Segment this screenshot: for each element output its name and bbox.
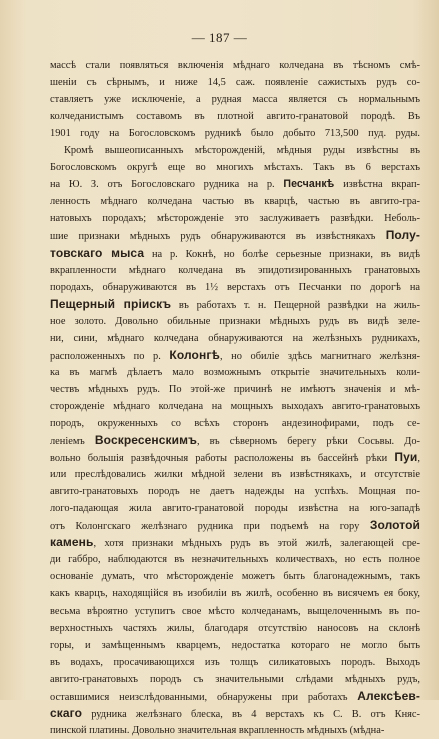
place-name: Пещерный пріискъ bbox=[50, 296, 172, 311]
text-segment: основаніе думать, что мѣсторожденіе можетъ быть благонадежнымъ, такъ bbox=[50, 571, 420, 583]
text-segment: въ работахъ т. н. Пещерной развѣдки на жиль- bbox=[171, 299, 420, 311]
text-segment: рудника желѣзнаго блеска, въ 4 верстахъ къ С. В. отъ Княс- bbox=[82, 708, 420, 720]
text-line bbox=[50, 142, 420, 159]
text-segment: лого-падающая жила авгито-гранатовой породы извѣстна на юго-западѣ bbox=[50, 503, 420, 515]
text-line bbox=[50, 347, 420, 364]
place-name: камень bbox=[50, 535, 94, 550]
text-line bbox=[50, 398, 420, 415]
text-line bbox=[50, 551, 420, 568]
text-segment: въ водахъ, просачивающихся изъ толщъ силикатовыхъ породъ. Выходъ bbox=[50, 656, 420, 668]
text-line bbox=[50, 688, 420, 705]
text-line bbox=[50, 296, 420, 313]
text-line bbox=[50, 74, 420, 91]
text-segment: оставшимися неизслѣдованными, обнаружены при работахъ bbox=[50, 691, 358, 703]
text-line bbox=[50, 620, 420, 637]
text-line bbox=[50, 279, 420, 296]
text-segment: , bbox=[417, 453, 420, 465]
text-segment: горы, и замѣщеннымъ кварцемъ, недостатка котораго не могло быть bbox=[50, 639, 420, 651]
text-segment: породахъ, обнаруживаются въ 1½ верстахъ отъ Песчанки по дорогѣ на bbox=[50, 281, 420, 293]
text-line bbox=[50, 671, 420, 688]
place-name: Золотой bbox=[369, 518, 420, 533]
text-line bbox=[50, 125, 420, 142]
text-segment: на Ю. З. отъ Богословскаго рудника на р. bbox=[50, 179, 284, 191]
text-line bbox=[50, 500, 420, 517]
text-line bbox=[50, 313, 420, 330]
text-line bbox=[50, 603, 420, 620]
place-name: товскаго мыса bbox=[50, 245, 145, 260]
text-segment: ка въ магмѣ дѣлаетъ мало возможнымъ открытіе значительныхъ коли- bbox=[50, 366, 420, 378]
place-name: Песчанкѣ bbox=[283, 178, 335, 191]
text-segment: чествъ мѣдныхъ рудъ. По этой-же причинѣ не имѣютъ значенія и мѣ- bbox=[50, 383, 420, 395]
text-segment: расположенныхъ по р. bbox=[50, 350, 170, 362]
text-line bbox=[50, 227, 420, 244]
place-name: Полу- bbox=[385, 228, 420, 243]
place-name: Воскресенскимъ bbox=[94, 433, 197, 448]
text-line bbox=[50, 108, 420, 125]
text-line bbox=[50, 364, 420, 381]
text-segment: , хотя признаки мѣдныхъ рудъ въ этой жилѣ, залегающей сре- bbox=[93, 538, 420, 550]
text-segment: авгито-гранатовыхъ породъ не даетъ надежды на успѣхъ. Мощная по- bbox=[50, 486, 420, 498]
text-segment: пинской платины. Довольно значительная вкрапленность мѣдныхъ (мѣдна- bbox=[50, 724, 385, 736]
place-name: Пуи bbox=[394, 450, 418, 465]
text-segment: вкрапленности мѣднаго колчедана въ эпидотизированныхъ гранатовыхъ bbox=[50, 264, 420, 276]
text-line bbox=[50, 483, 420, 500]
text-line bbox=[50, 654, 420, 671]
text-segment: , въ сѣверномъ берегу рѣки Сосьвы. До- bbox=[196, 436, 420, 448]
text-line bbox=[50, 705, 420, 722]
page-number: — 187 — bbox=[191, 30, 248, 45]
text-line bbox=[50, 330, 420, 347]
text-line bbox=[50, 381, 420, 398]
place-name: скаго bbox=[50, 705, 83, 720]
text-segment: ленность мѣднаго колчедана частью въ кварцѣ, частью въ авгито-гра- bbox=[50, 196, 420, 208]
text-line bbox=[50, 415, 420, 432]
text-segment: весьма вѣроятно уступитъ свое мѣсто колчеданамъ, выщелоченнымъ въ по- bbox=[50, 605, 420, 617]
place-name: Алексѣев- bbox=[357, 688, 420, 703]
text-segment: извѣстна вкрап- bbox=[334, 179, 420, 191]
text-segment: ди габбро, наблюдаются въ незначительныхъ количествахъ, но есть полное bbox=[50, 554, 420, 566]
text-segment: , но обиліе здѣсь магнитнаго желѣзня- bbox=[219, 350, 420, 362]
text-segment: породъ, окруженныхъ со всѣхъ сторонъ андезинофирами, подъ се- bbox=[50, 417, 420, 429]
text-line bbox=[50, 193, 420, 210]
text-line bbox=[50, 449, 420, 466]
text-segment: Богословскомъ округѣ еще во многихъ мѣстахъ. Такъ въ 6 верстахъ bbox=[50, 162, 420, 174]
text-segment: шие признаки мѣдныхъ рудъ обнаруживаются въ извѣстнякахъ bbox=[50, 231, 386, 243]
text-line bbox=[50, 722, 420, 739]
text-segment: сторожденіе мѣднаго колчедана на мощныхъ выходахъ авгито-гранатовыхъ bbox=[50, 400, 420, 412]
text-line bbox=[50, 517, 420, 534]
text-segment: леніемъ bbox=[50, 436, 95, 448]
text-line bbox=[50, 159, 420, 176]
text-segment: массѣ стали появляться включенія мѣднаго колчедана въ тѣсномъ смѣ- bbox=[50, 60, 420, 71]
text-line bbox=[50, 637, 420, 654]
text-line bbox=[50, 91, 420, 108]
text-line bbox=[50, 585, 420, 602]
text-segment: 1901 году на Богословскомъ рудникѣ было добыто 713,500 пуд. руды. bbox=[50, 128, 420, 140]
text-segment: какъ кварцъ, находящійся въ изобиліи въ жилѣ, особенно въ висячемъ ея боку, bbox=[50, 588, 420, 600]
text-segment: авгито-гранатовыхъ породъ съ значительными слѣдами мѣдныхъ рудъ, bbox=[50, 673, 420, 685]
text-line bbox=[50, 432, 420, 449]
text-segment: шеніи съ сѣрнымъ, и ниже 14,5 саж. появленіе сажистыхъ рудъ со- bbox=[50, 77, 420, 89]
place-name: Колонгѣ bbox=[169, 347, 220, 362]
text-segment: ное золото. Довольно обильные признаки мѣдныхъ рудъ въ видѣ зеле- bbox=[50, 315, 420, 327]
text-segment: ставляетъ уже исключеніе, а рудная масса является съ нормальнымъ bbox=[50, 94, 420, 106]
text-segment: ни, сини, мѣднаго колчедана обнаруживаются на желѣзныхъ рудникахъ, bbox=[50, 332, 420, 344]
text-segment: натовыхъ породахъ; мѣсторожденіе это заслуживаетъ развѣдки. Неболь- bbox=[50, 213, 420, 225]
text-line bbox=[50, 245, 420, 262]
text-line bbox=[50, 210, 420, 227]
text-line bbox=[50, 466, 420, 483]
text-segment: колчеданистымъ составомъ въ плотной авгито-гранатовой породѣ. Въ bbox=[50, 111, 420, 123]
text-line bbox=[50, 176, 420, 193]
text-line bbox=[50, 262, 420, 279]
text-segment: или преслѣдовались жилки мѣдной зелени въ извѣстнякахъ, и отсутствіе bbox=[50, 469, 420, 481]
text-line bbox=[50, 57, 420, 74]
text-segment: на р. Кокнѣ, но болѣе серьезные признаки, въ видѣ bbox=[144, 248, 420, 260]
text-segment: Кромѣ вышеописанныхъ мѣсторожденій, мѣдныя руды извѣстны въ bbox=[64, 145, 420, 157]
text-segment: верхностныхъ частяхъ жилы, благодаря отсутствію наносовъ на склонѣ bbox=[50, 622, 420, 634]
text-line bbox=[50, 568, 420, 585]
text-segment: отъ Колонгскаго желѣзнаго рудника при подъемѣ на гору bbox=[50, 521, 370, 533]
text-segment: вольно большія развѣдочныя работы расположены въ бассейнѣ рѣки bbox=[50, 453, 395, 465]
text-line bbox=[50, 534, 420, 551]
body-text bbox=[50, 57, 420, 739]
